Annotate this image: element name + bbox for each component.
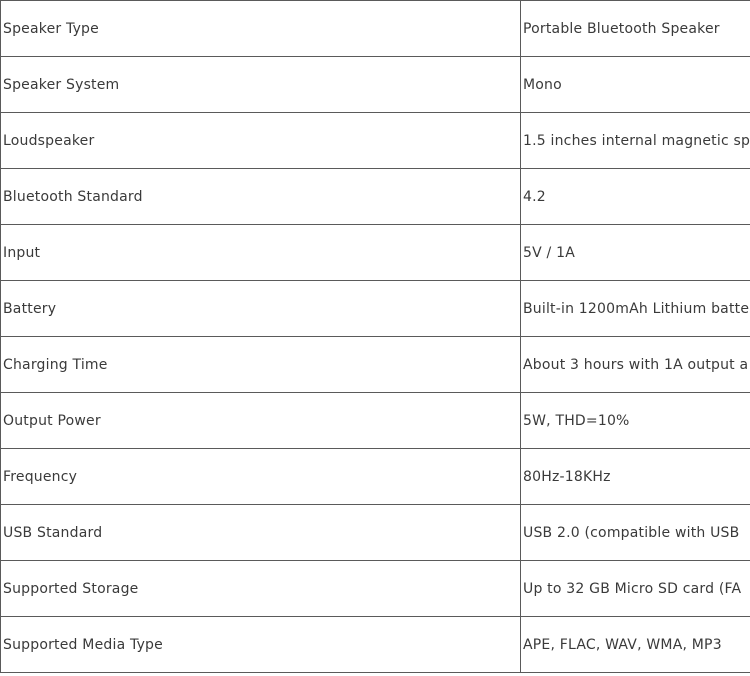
table-row <box>1 561 750 617</box>
table-row <box>1 393 750 449</box>
spec-label: USB Standard <box>1 505 521 561</box>
table-row <box>1 337 750 393</box>
table-row <box>1 1 750 57</box>
table-row <box>1 449 750 505</box>
spec-label: Input <box>1 225 521 281</box>
spec-label: Output Power <box>1 393 521 449</box>
spec-value: 5W, THD=10% <box>521 393 750 449</box>
spec-label: Frequency <box>1 449 521 505</box>
spec-value: USB 2.0 (compatible with USB <box>521 505 750 561</box>
table-row <box>1 57 750 113</box>
spec-label: Battery <box>1 281 521 337</box>
spec-label: Loudspeaker <box>1 113 521 169</box>
spec-value: About 3 hours with 1A output a <box>521 337 750 393</box>
spec-value: 80Hz-18KHz <box>521 449 750 505</box>
table-row <box>1 617 750 673</box>
spec-label: Supported Media Type <box>1 617 521 673</box>
table-row <box>1 281 750 337</box>
table-row <box>1 113 750 169</box>
spec-value: 4.2 <box>521 169 750 225</box>
table-row <box>1 505 750 561</box>
table-row <box>1 225 750 281</box>
spec-label: Speaker System <box>1 57 521 113</box>
spec-value: APE, FLAC, WAV, WMA, MP3 <box>521 617 750 673</box>
spec-value: Mono <box>521 57 750 113</box>
spec-label: Bluetooth Standard <box>1 169 521 225</box>
spec-value: 5V / 1A <box>521 225 750 281</box>
spec-value: Portable Bluetooth Speaker <box>521 1 750 57</box>
spec-label: Speaker Type <box>1 1 521 57</box>
spec-value: Up to 32 GB Micro SD card (FA <box>521 561 750 617</box>
spec-value: Built-in 1200mAh Lithium batte <box>521 281 750 337</box>
spec-value: 1.5 inches internal magnetic sp <box>521 113 750 169</box>
table-row <box>1 169 750 225</box>
spec-label: Supported Storage <box>1 561 521 617</box>
spec-label: Charging Time <box>1 337 521 393</box>
